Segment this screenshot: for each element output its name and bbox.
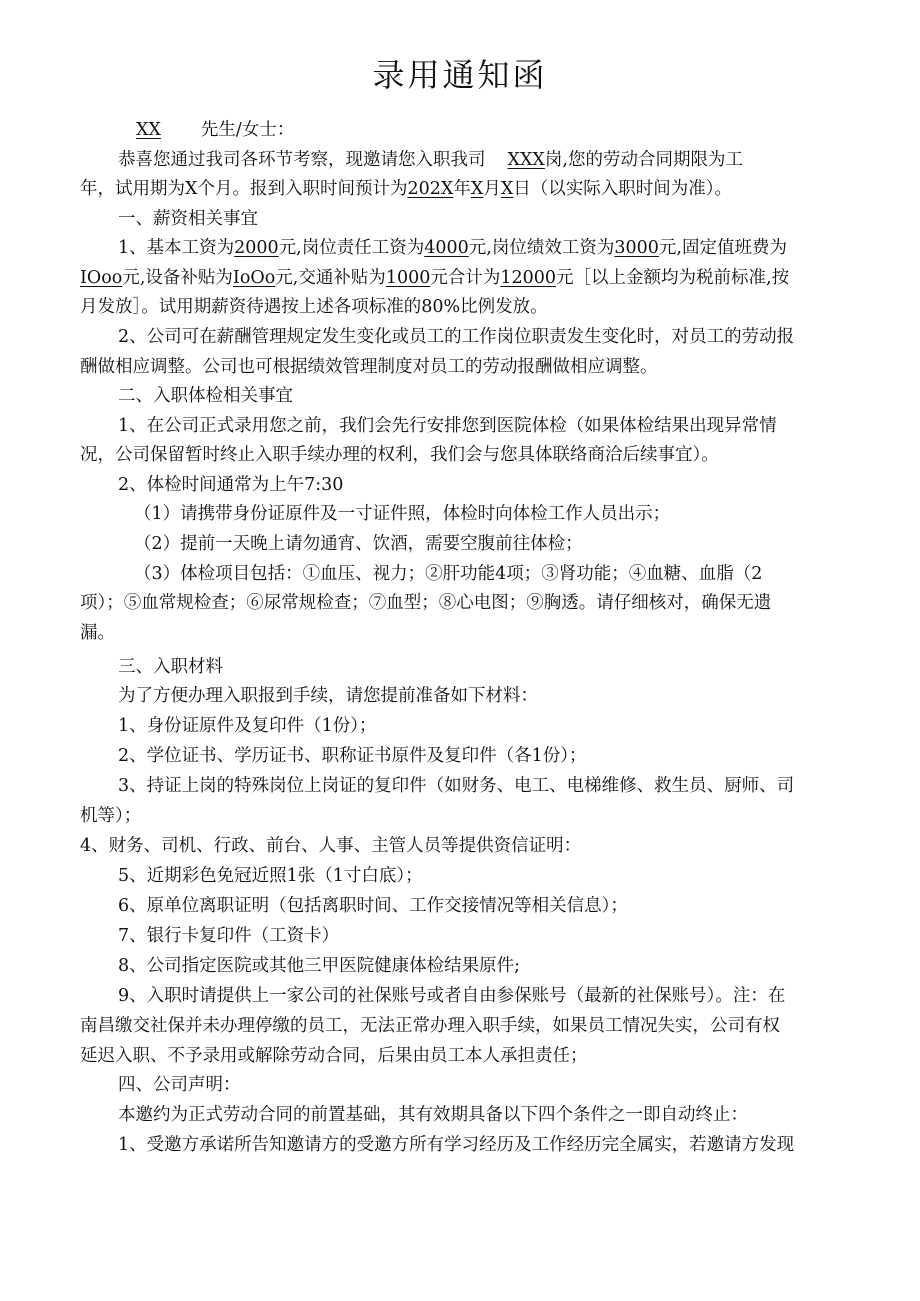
candidate-name: XX	[136, 120, 161, 140]
material-item-9-line-3: 延迟入职、不予录用或解除劳动合同，后果由员工本人承担责任；	[80, 1046, 588, 1066]
material-item-5: 5、近期彩色免冠近照1张（1寸白底）；	[118, 866, 423, 886]
material-item-4: 4、财务、司机、行政、前台、人事、主管人员等提供资信证明：	[80, 836, 582, 856]
medical-line-2: 况，公司保留暂时终止入职手续办理的权利，我们会与您具体联络商洽后续事宜）。	[80, 445, 719, 465]
salary-text: 元,岗位绩效工资为	[468, 238, 615, 258]
salary-text: 元,交通补贴为	[275, 268, 386, 288]
probation-months: X	[185, 179, 198, 199]
salary-line-3: 月发放］。试用期薪资待遇按上述各项标准的80%比例发放。	[80, 297, 548, 317]
salutation-suffix: 先生/女士：	[200, 120, 295, 140]
traffic-allowance: 1000	[385, 268, 431, 288]
section-heading-salary: 一、薪资相关事宜	[118, 209, 258, 229]
material-item-1: 1、身份证原件及复印件（1份）；	[118, 716, 377, 736]
salary-text: 元合计为	[430, 268, 501, 288]
salary-text: 元［以上金额均为税前标准,按	[556, 268, 790, 288]
material-item-9-line-2: 南昌缴交社保并未办理停缴的员工，无法正常办理入职手续，如果员工情况失实，公司有权	[80, 1016, 780, 1036]
medical-item-3-line-3: 漏。	[80, 623, 115, 643]
material-item-2: 2、学位证书、学历证书、职称证书原件及复印件（各1份）；	[118, 746, 587, 766]
responsibility-pay: 4000	[424, 238, 469, 258]
intro-text: 年	[453, 179, 471, 199]
salary-text: 元,设备补贴为	[122, 268, 233, 288]
material-item-6: 6、原单位离职证明（包括离职时间、工作交接情况等相关信息）；	[118, 896, 628, 916]
statement-lead: 本邀约为正式劳动合同的前置基础，其有效期具备以下四个条件之一即自动终止：	[118, 1105, 748, 1125]
salary-text: 元,岗位责任工资为	[278, 238, 425, 258]
intro-text: 月	[483, 179, 501, 199]
materials-lead: 为了方便办理入职报到手续，请您提前准备如下材料：	[118, 686, 538, 706]
medical-item-3-line-2: 项）；⑤血常规检查；⑥尿常规检查；⑦血型；⑧心电图；⑨胸透。请仔细核对，确保无遗	[80, 593, 772, 613]
material-item-8: 8、公司指定医院或其他三甲医院健康体检结果原件;	[118, 956, 521, 976]
intro-text: 岗,您的劳动合同期限为工	[544, 150, 743, 170]
duty-allowance: IOoo	[80, 268, 123, 288]
position-field: XXX	[507, 150, 545, 170]
start-year: 202X	[407, 179, 454, 199]
salary-adjust-line-1: 2、公司可在薪酬管理规定发生变化或员工的工作岗位职责发生变化时，对员工的劳动报	[118, 327, 795, 347]
base-salary: 2000	[234, 238, 279, 258]
salary-text: 1、基本工资为	[118, 238, 235, 258]
total-salary: 12000	[500, 268, 557, 288]
salary-line-2	[80, 264, 840, 293]
start-month: X	[470, 179, 484, 199]
intro-text: 日（以实际入职时间为准）。	[513, 179, 733, 199]
medical-item-3-line-1: （3）体检项目包括：①血压、视力；②肝功能4项；③肾功能；④血糖、血脂（2	[134, 564, 763, 584]
intro-text: 个月。报到入职时间预计为	[197, 179, 408, 199]
section-heading-materials: 三、入职材料	[118, 657, 223, 677]
material-item-3-line-1: 3、持证上岗的特殊岗位上岗证的复印件（如财务、电工、电梯维修、救生员、厨师、司	[118, 776, 795, 796]
start-day: X	[500, 179, 514, 199]
intro-line-1	[118, 146, 840, 175]
material-item-9-line-1: 9、入职时请提供上一家公司的社保账号或者自由参保账号（最新的社保账号）。注：在	[118, 986, 786, 1006]
material-item-3-line-2: 机等）；	[80, 806, 142, 826]
material-item-7: 7、银行卡复印件（工资卡）	[118, 926, 340, 946]
intro-text: 恭喜您通过我司各环节考察，现邀请您入职我司	[118, 150, 486, 170]
equipment-allowance: IoOo	[232, 268, 276, 288]
document-title: 录用通知函	[372, 56, 548, 94]
performance-pay: 3000	[614, 238, 659, 258]
medical-item-1: （1）请携带身份证原件及一寸证件照，体检时向体检工作人员出示；	[134, 504, 671, 524]
medical-line-1: 1、在公司正式录用您之前，我们会先行安排您到医院体检（如果体检结果出现异常情	[118, 416, 777, 436]
medical-time-line: 2、体检时间通常为上午7:30	[118, 475, 344, 495]
salary-text: 元,固定值班费为	[658, 238, 787, 258]
intro-line-2	[80, 175, 840, 204]
medical-item-2: （2）提前一天晚上请勿通宵、饮酒，需要空腹前往体检；	[134, 534, 583, 554]
salutation-line	[136, 116, 896, 145]
section-heading-statement: 四、公司声明：	[118, 1075, 241, 1095]
section-heading-medical: 二、入职体检相关事宜	[118, 386, 293, 406]
intro-text: 年，试用期为	[80, 179, 185, 199]
salary-line-1	[118, 234, 840, 263]
statement-condition-1: 1、受邀方承诺所告知邀请方的受邀方所有学习经历及工作经历完全属实，若邀请方发现	[118, 1135, 795, 1155]
salary-adjust-line-2: 酬做相应调整。公司也可根据绩效管理制度对员工的劳动报酬做相应调整。	[80, 357, 658, 377]
